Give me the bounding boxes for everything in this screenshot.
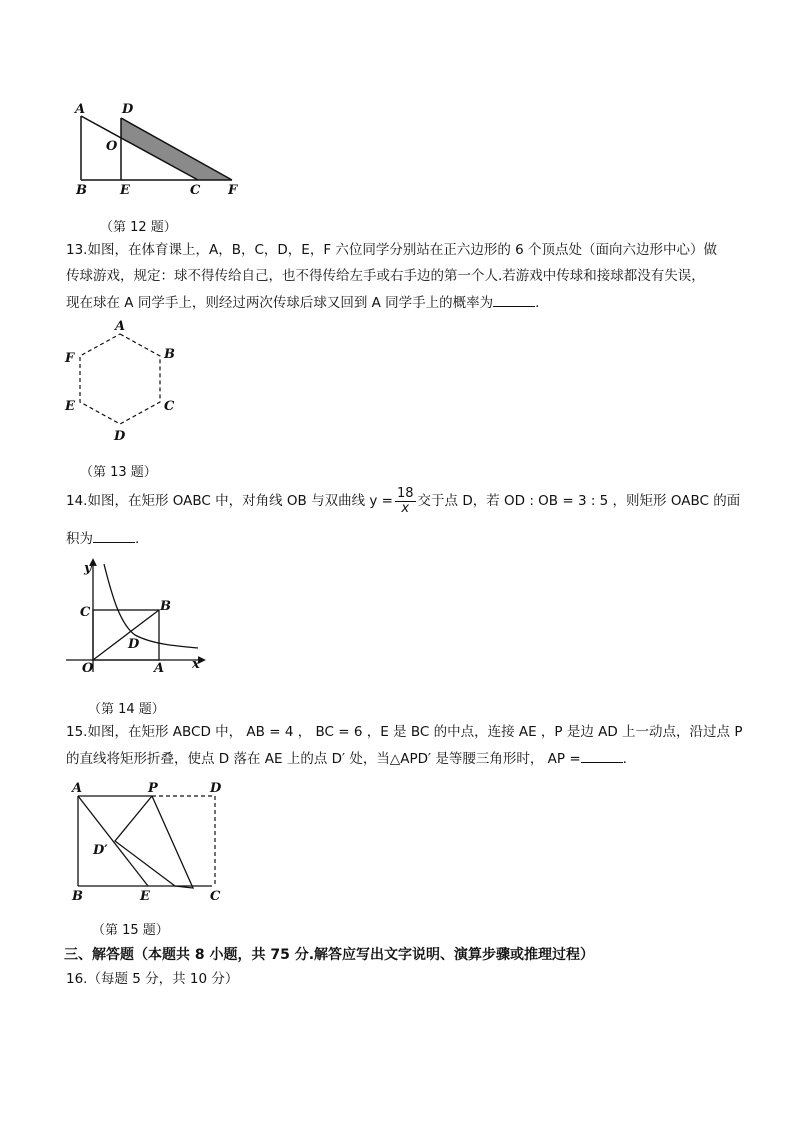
q14-line2-text: 积为 xyxy=(66,531,93,547)
q14-line1-a: 14.如图，在矩形 OABC 中，对角线 OB 与双曲线 y = xyxy=(66,493,393,509)
q15-end: . xyxy=(622,751,627,767)
hex-label-A: A xyxy=(115,319,126,334)
caption-q13: （第 13 题） xyxy=(80,465,157,480)
figure-q13-hexagon xyxy=(60,318,190,446)
q14-line1 xyxy=(66,484,740,520)
q15-line2 xyxy=(66,750,627,767)
hex-label-E: E xyxy=(65,399,75,414)
hex-label-C: C xyxy=(164,399,175,414)
hex-label-B: B xyxy=(164,347,175,362)
q13-line1: 13.如图，在体育课上，A，B，C，D，E，F 六位同学分别站在正六边形的 6 个顶点处（面向六边形中心）做 xyxy=(66,242,718,258)
q14-line1-b: 交于点 D，若 OD : OB = 3 : 5 ，则矩形 OABC 的面 xyxy=(417,493,741,509)
answer-blank-q13[interactable] xyxy=(493,294,535,307)
label-C: C xyxy=(80,605,91,620)
label-B: B xyxy=(160,599,171,614)
section-heading: 三、解答题（本题共 8 小题，共 75 分.解答应写出文字说明、演算步骤或推理过程） xyxy=(64,947,595,963)
caption-q12: （第 12 题） xyxy=(100,220,177,235)
answer-blank-q14[interactable] xyxy=(93,530,135,543)
q13-line3-text: 现在球在 A 同学手上，则经过两次传球后球又回到 A 同学手上的概率为 xyxy=(66,295,494,311)
label-E: E xyxy=(120,183,130,198)
label-E: E xyxy=(140,889,150,904)
axis-label-x: x xyxy=(192,657,200,672)
answer-blank-q15[interactable] xyxy=(581,750,623,763)
q14-line2 xyxy=(66,530,139,547)
q13-end: . xyxy=(535,295,540,311)
axis-label-y: y xyxy=(84,561,92,576)
label-A: A xyxy=(75,102,86,117)
q15-line2-text: 的直线将矩形折叠，使点 D 落在 AE 上的点 D′ 处，当△APD′ 是等腰三角形时， AP = xyxy=(66,751,581,767)
hex-label-F: F xyxy=(65,351,75,366)
figure-q12 xyxy=(60,98,260,200)
label-D: D xyxy=(210,781,222,796)
fraction-numerator: 18 xyxy=(396,485,414,501)
fraction-denominator: x xyxy=(401,500,410,516)
caption-q14: （第 14 题） xyxy=(88,702,165,717)
label-D: D xyxy=(122,102,134,117)
label-D: D xyxy=(128,637,140,652)
label-P: P xyxy=(148,781,158,796)
q14-end: . xyxy=(135,531,140,547)
caption-q15: （第 15 题） xyxy=(92,923,169,938)
label-O: O xyxy=(82,661,94,676)
label-B: B xyxy=(72,889,83,904)
label-C: C xyxy=(190,183,201,198)
label-O: O xyxy=(106,139,118,154)
q15-line1: 15.如图，在矩形 ABCD 中， AB = 4 ， BC = 6 ，E 是 BC 的中点，连接 AE ，P 是边 AD 上一动点，沿过点 P xyxy=(66,724,743,740)
label-B: B xyxy=(76,183,87,198)
label-A: A xyxy=(154,661,165,676)
label-F: F xyxy=(228,183,238,198)
label-C: C xyxy=(210,889,221,904)
q13-line3 xyxy=(66,294,539,311)
figure-q14-graph xyxy=(60,556,210,676)
fraction-18-over-x xyxy=(395,487,416,516)
label-D-prime: D′ xyxy=(93,843,108,858)
figure-q15-fold xyxy=(60,778,240,904)
q16-text: 16.（每题 5 分，共 10 分） xyxy=(66,971,239,987)
hex-label-D: D xyxy=(114,429,126,444)
q13-line2: 传球游戏，规定：球不得传给自己，也不得传给左手或右手边的第一个人.若游戏中传球和接球都没有失误， xyxy=(66,268,705,284)
label-A: A xyxy=(72,781,83,796)
